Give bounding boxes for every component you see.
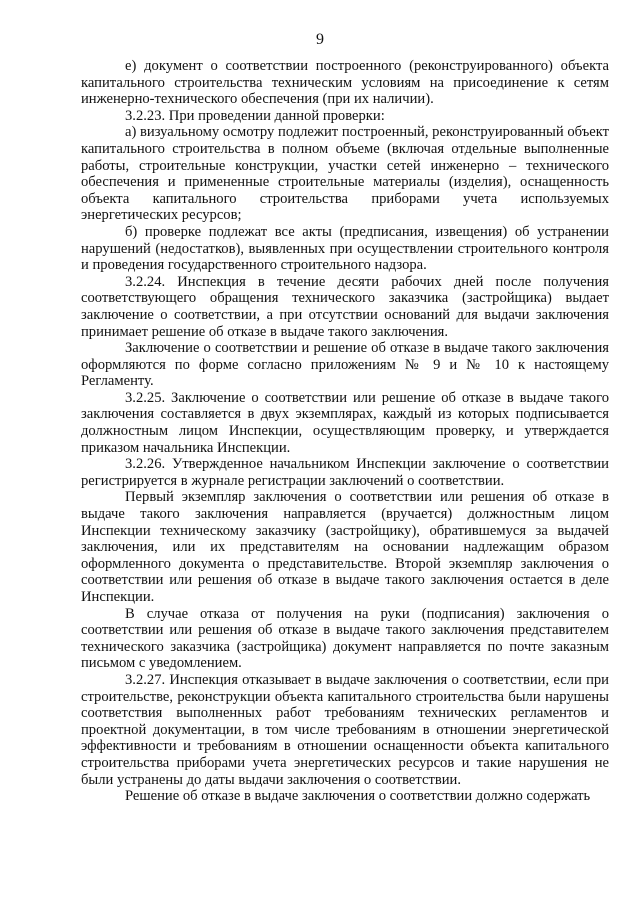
paragraph-3-2-25: 3.2.25. Заключение о соответствии или решение об отказе в выдаче такого заключения составляется в двух экземплярах, каждый из которых подписывается должностным лицом Инспекции, осуществляющим проверку, и утверждается приказом начальника Инспекции. [81,389,609,456]
paragraph-b-acts-check: б) проверке подлежат все акты (предписания, извещения) об устранении нарушений (недостатков), выявленных при осуществлении строительного контроля и проведения государственного строительного надзора. [81,223,609,274]
paragraph-3-2-23: 3.2.23. При проведении данной проверки: [125,107,385,124]
page-number: 9 [316,31,324,48]
paragraph-refusal-decision: Решение об отказе в выдаче заключения о соответствии должно содержать [125,788,591,805]
paragraph-conclusion-form: Заключение о соответствии и решение об отказе в выдаче такого заключения оформляются по форме согласно приложениям № 9 и № 10 к настоящему Регламенту. [81,340,609,390]
paragraph-e-document: е) документ о соответствии построенного (реконструированного) объекта капитального строительства техническим условиям на присоединение к сетям инженерно-технического обеспечения (при их наличии). [81,58,609,108]
paragraph-refusal-receipt: В случае отказа от получения на руки (подписания) заключения о соответствии или решения об отказе в выдаче такого заключения представителем технического заказчика (застройщика) документ направляется по почте заказным письмом с уведомлением. [81,605,609,672]
paragraph-a-visual-inspection: а) визуальному осмотру подлежит построенный, реконструированный объект капитального строительства в полном объеме (включая отдельные выполненные работы, строительные конструкции, участки сетей инженерно – технического обеспечения и примененные строительные материалы (изделия), оснащенность объекта капитального строительства приборами учета используемых энергетических ресурсов; [81,124,609,224]
paragraph-3-2-26: 3.2.26. Утвержденное начальником Инспекции заключение о соответствии регистрируется в журнале регистрации заключений о соответствии. [81,456,609,489]
paragraph-3-2-24: 3.2.24. Инспекция в течение десяти рабочих дней после получения соответствующего обращения технического заказчика (застройщика) выдает заключение о соответствии, а при отсутствии оснований для выдачи заключения принимает решение об отказе в выдаче такого заключения. [81,273,609,340]
paragraph-first-copy: Первый экземпляр заключения о соответствии или решения об отказе в выдаче такого заключения направляется (вручается) должностным лицом Инспекции техническому заказчику (застройщику), обратившемуся за выдачей заключения, или их представителям на основании надлежащим образом оформленного документа о представительстве. Второй экземпляр заключения о соответствии или решения об отказе в выдаче такого заключения остается в деле Инспекции. [81,489,609,605]
document-body [81,58,609,805]
paragraph-3-2-27: 3.2.27. Инспекция отказывает в выдаче заключения о соответствии, если при строительстве, реконструкции объекта капитального строительства были нарушены соответствия выполненных работ требованиям технических регламентов и проектной документации, в том числе требованиям в отношении энергетической эффективности и требованиям в отношении оснащенности объекта капитального строительства приборами учета энергетических ресурсов и такие нарушения не были устранены до даты выдачи заключения о соответствии. [81,671,609,788]
